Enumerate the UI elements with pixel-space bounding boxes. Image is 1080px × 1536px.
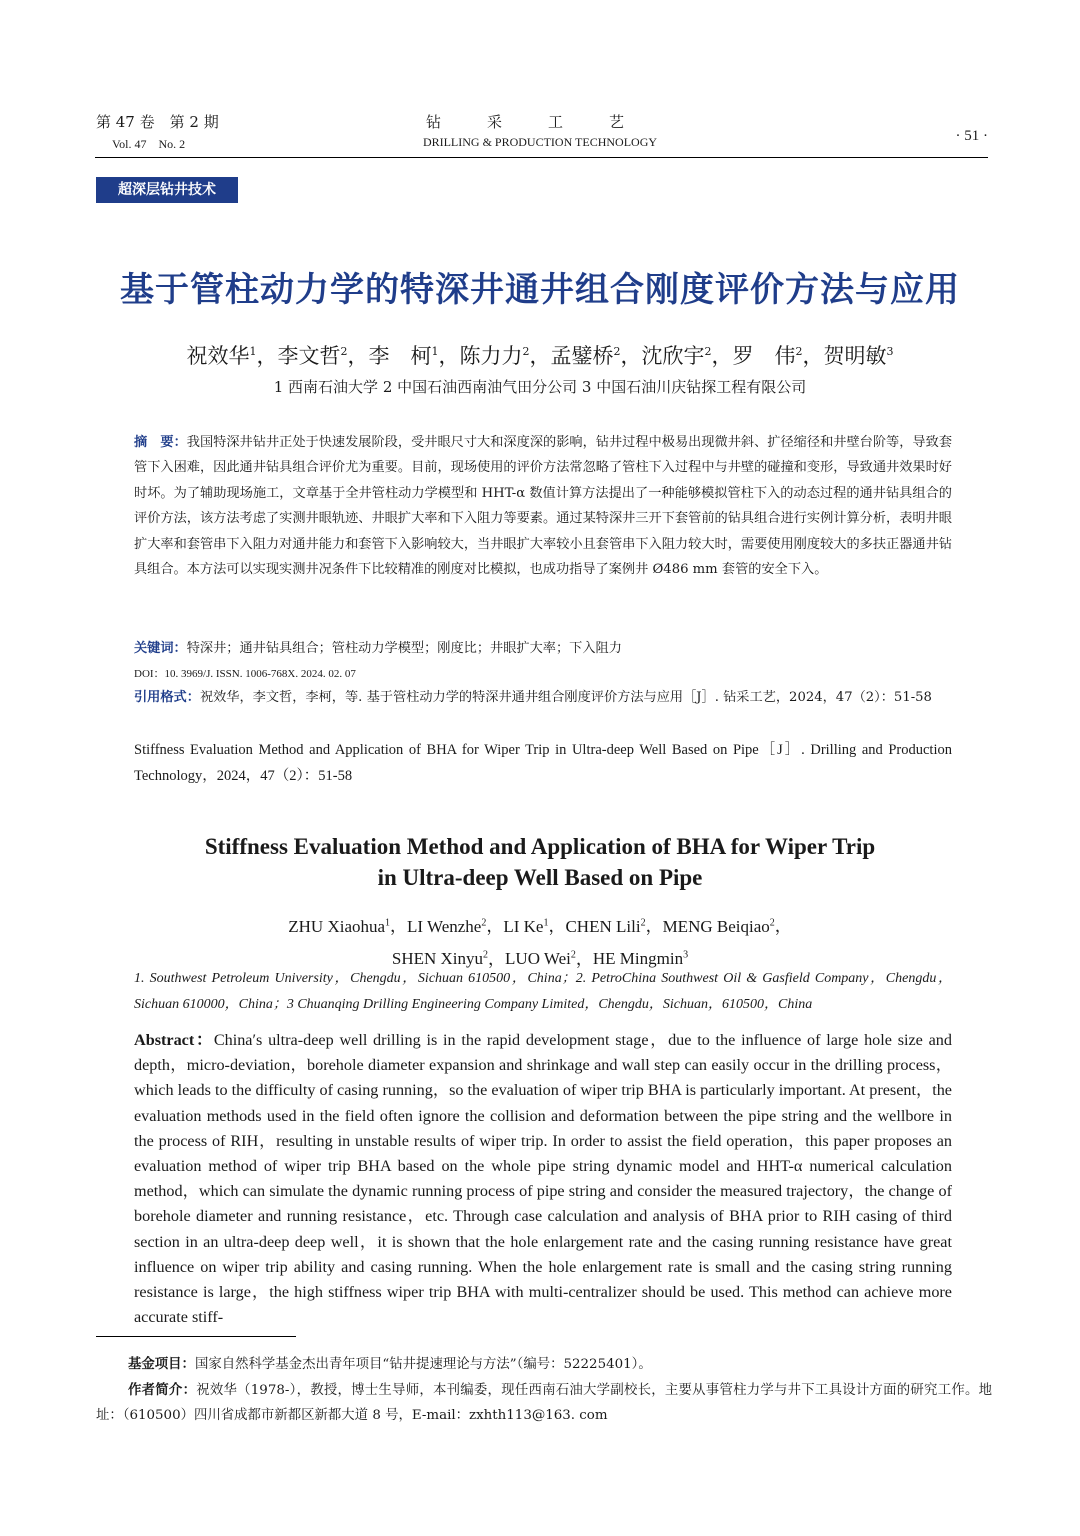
author-name: 李文哲 <box>277 344 341 368</box>
authors-cn <box>60 340 1020 370</box>
author-affiliation-number: 2 <box>570 949 576 961</box>
bio-text: 祝效华（1978-），教授，博士生导师，本刊编委，现任西南石油大学副校长，主要从事管柱力学与井下工具设计方面的研究工作。地址：（610500）四川省成都市新都区新都大道 8 号，E-mail：zxhth113@163. com <box>96 1383 993 1423</box>
author-affiliation-number: 2 <box>483 949 489 961</box>
title-en-line2: in Ultra-deep Well Based on Pipe <box>377 865 703 890</box>
affiliations-en: 1. Southwest Petroleum University，Chengdu，Sichuan 610500，China；2. PetroChina Southwest Oil & Gasfield Company，Chengdu，Sichuan 610000，China；3 Chuanqing Drilling Engineering Company Limited，Chengdu，Sichuan，610500，China <box>134 971 952 1012</box>
fund-label: 基金项目： <box>128 1357 195 1372</box>
author-separator: ， <box>256 344 278 368</box>
journal-volume-en: Vol. 47 No. 2 <box>112 137 186 151</box>
abstract-cn-label: 摘 要： <box>134 435 187 450</box>
authors-en <box>90 908 990 973</box>
author-separator: ， <box>390 916 408 936</box>
author-name: ZHU Xiaohua <box>288 916 386 936</box>
author-name: 陈力力 <box>459 344 523 368</box>
author <box>187 344 257 368</box>
author <box>407 917 486 936</box>
author-name: 祝效华 <box>186 344 250 368</box>
citation-cn-text: 祝效华，李文哲，李柯，等. 基于管柱动力学的特深井通井组合刚度评价方法与应用［J］. 钻采工艺，2024，47（2）：51-58 <box>199 690 932 705</box>
abstract-cn-text: 我国特深井钻井正处于快速发展阶段，受井眼尺寸大和深度深的影响，钻井过程中极易出现微井斜、扩径缩径和井壁台阶等，导致套管下入困难，因此通井钻具组合评价尤为重要。目前，现场使用的评价方法常忽略了管柱下入过程中与井壁的碰撞和变形，导致通井效果时好时坏。为了辅助现场施工，文章基于全井管柱动力学模型和 HHT-α 数值计算方法提出了一种能够模拟管柱下入的动态过程的通井钻具组合的评价方法，该方法考虑了实测井眼轨迹、井眼扩大率和下入阻力等要素。通过某特深井三开下套管前的钻具组合进行实例计算分析，表明井眼扩大率和套管串下入阻力对通井能力和套管下入影响较大，当井眼扩大率较小且套管串下入阻力较大时，需要使用刚度较大的多扶正器通井钻具组合。本方法可以实现实测井况条件下比较精准的刚度对比模拟，也成功指导了案例井 Ø486 mm 套管的安全下入。 <box>134 435 953 578</box>
author-separator: ， <box>347 344 369 368</box>
author-affiliation-number: 2 <box>640 917 646 928</box>
author-name: HE Mingmin <box>592 949 684 969</box>
fund-text: 国家自然科学基金杰出青年项目“钻井提速理论与方法”（编号：52225401）。 <box>194 1357 652 1372</box>
author <box>642 344 712 368</box>
author <box>369 344 439 368</box>
journal-name-en: DRILLING & PRODUCTION TECHNOLOGY <box>422 135 658 149</box>
author <box>288 917 390 936</box>
author-separator: ， <box>802 344 824 368</box>
keywords-cn-text: 特深井；通井钻具组合；管柱动力学模型；刚度比；井眼扩大率；下入阻力 <box>186 641 622 656</box>
bio-label: 作者简介： <box>128 1383 197 1398</box>
author-name: LUO Wei <box>505 949 571 969</box>
author-name: 李 柯 <box>368 344 432 368</box>
author-name: LI Ke <box>503 916 544 936</box>
abstract-en-label: Abstract： <box>134 1031 214 1049</box>
author-separator: ， <box>486 916 504 936</box>
author-affiliation-number: 2 <box>340 345 348 358</box>
author-affiliation-number: 2 <box>769 917 775 928</box>
author-affiliation-number: 2 <box>481 917 487 928</box>
author-affiliation-number: 2 <box>795 345 803 358</box>
citation-en: Stiffness Evaluation Method and Application of BHA for Wiper Trip in Ultra-deep Well Based on Pipe［J］. Drilling and Production Technology，2024，47（2）：51-58 <box>134 742 952 784</box>
author <box>824 344 894 368</box>
author-separator: ， <box>438 344 460 368</box>
author-separator: ， <box>575 949 593 969</box>
authors-en-line1 <box>90 908 990 941</box>
author-affiliation-number: 1 <box>431 345 439 358</box>
author-separator: ， <box>620 344 642 368</box>
author-separator: ， <box>488 949 506 969</box>
author-name: LI Wenzhe <box>407 916 482 936</box>
author-name: 贺明敏 <box>823 344 887 368</box>
citation-cn <box>134 685 952 710</box>
title-cn: 基于管柱动力学的特深井通井组合刚度评价方法与应用 <box>120 270 960 310</box>
author-affiliation-number: 2 <box>613 345 621 358</box>
page-number: · 51 · <box>955 128 988 144</box>
keywords-cn-label: 关键词： <box>134 641 187 656</box>
footnote-rule <box>96 1336 296 1337</box>
author <box>663 917 775 936</box>
author-affiliation-number: 1 <box>249 345 257 358</box>
abstract-en <box>134 1028 952 1330</box>
author-affiliation-number: 3 <box>886 345 894 358</box>
journal-name-cn: 钻采工艺 <box>425 113 670 131</box>
author-name: MENG Beiqiao <box>662 916 770 936</box>
header-rule <box>95 157 988 158</box>
title-en <box>90 831 990 893</box>
author-name: SHEN Xinyu <box>391 949 484 969</box>
journal-volume-cn: 第 47 卷 第 2 期 <box>96 113 219 131</box>
author-affiliation-number: 2 <box>522 345 530 358</box>
author-separator: ， <box>711 344 733 368</box>
author <box>551 344 621 368</box>
author <box>503 917 548 936</box>
doi: DOI：10. 3969/J. ISSN. 1006-768X. 2024. 02. 07 <box>134 668 356 680</box>
author-affiliation-number: 3 <box>683 949 689 961</box>
author-separator: ， <box>548 916 566 936</box>
footnote-fund <box>96 1352 992 1377</box>
citation-cn-label: 引用格式： <box>134 690 200 705</box>
author-separator: ， <box>774 916 792 936</box>
author-name: 孟鐾桥 <box>550 344 614 368</box>
author <box>278 344 348 368</box>
author <box>733 344 803 368</box>
footnote-bio <box>96 1378 992 1428</box>
abstract-en-text: China′s ultra-deep well drilling is in the rapid development stage，due to the influence of large hole size and depth，micro-deviation，borehole diameter expansion and shrinkage and wall step can easily occur in the drilling process，which leads to the difficulty of casing running，so the evaluation of wiper trip BHA is particularly important. At present，the evaluation methods used in the field often ignore the collision and deformation between the pipe string and the wellbore in the process of RIH，resulting in unstable results of wiper trip. In order to assist the field operation，this paper proposes an evaluation method of wiper trip BHA based on the whole pipe string dynamic model and HHT-α numerical calculation method，which can simulate the dynamic running process of pipe string and consider the measured trajectory，the change of borehole diameter and running resistance，etc. Through case calculation and analysis of BHA prior to RIH casing of third section in an ultra-deep deep well，it is shown that the hole enlargement rate and the casing running resistance have great influence on wiper trip ability and casing running. When the hole enlargement rate is small and the casing string running resistance is large，the high stiffness wiper trip BHA with multi-centralizer should be used. This method can achieve more accurate stiff- <box>134 1031 952 1327</box>
author-affiliation-number: 1 <box>543 917 549 928</box>
author <box>460 344 530 368</box>
author-name: CHEN Lili <box>565 916 641 936</box>
author-name: 罗 伟 <box>732 344 796 368</box>
author-name: 沈欣宇 <box>641 344 705 368</box>
author-separator: ， <box>645 916 663 936</box>
author <box>565 917 645 936</box>
keywords-cn <box>134 636 952 661</box>
abstract-cn <box>134 430 952 582</box>
section-tag: 超深层钻井技术 <box>96 177 238 203</box>
affiliations-cn: 1 西南石油大学 2 中国石油西南油气田分公司 3 中国石油川庆钻探工程有限公司 <box>273 378 807 396</box>
author-affiliation-number: 2 <box>704 345 712 358</box>
title-en-line1: Stiffness Evaluation Method and Application of BHA for Wiper Trip <box>204 834 876 859</box>
author-affiliation-number: 1 <box>385 917 391 928</box>
author-separator: ， <box>529 344 551 368</box>
